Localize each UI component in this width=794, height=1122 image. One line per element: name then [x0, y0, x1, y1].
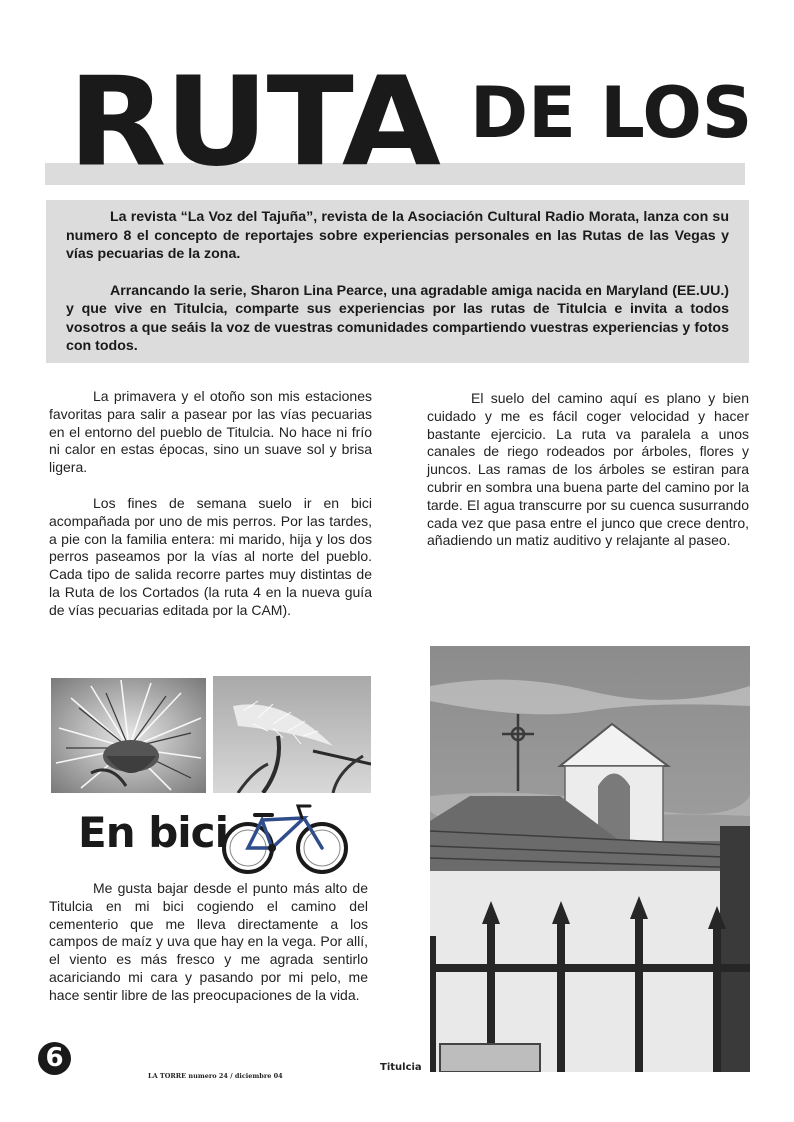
reeds-photo [213, 676, 371, 793]
thistle-photo [51, 678, 206, 793]
intro-paragraph: La revista “La Voz del Tajuña”, revista de la Asociación Cultural Radio Morata, lanza con su numero 8 el concepto de reportajes sobre experiencias personales en las Rutas de las Vegas y vías pecuarias de la zona. [66, 209, 729, 262]
page-title-continued: DE LOS [470, 72, 753, 154]
photo-caption: Titulcia [380, 1062, 422, 1073]
bicycle-icon [222, 800, 348, 876]
chapel-photo [430, 646, 750, 1072]
article-paragraph: Me gusta bajar desde el punto más alto de Titulcia en mi bici cogiendo el camino del cementerio que me lleva directamente a los campos de maíz y uva que hay en la vega. Por allí, el viento es más fresco y me agrada sentirlo acariciando mi cara y pasando por mi pelo, me hace sentir libre de las preocupaciones de la vida. [49, 880, 368, 1003]
intro-box [46, 200, 749, 363]
page-title: RUTA [68, 51, 439, 195]
section-heading-bici: En bici [78, 808, 228, 857]
reeds-image [213, 676, 371, 793]
thistle-image [51, 678, 206, 793]
article-column-bici [49, 880, 368, 1005]
article-paragraph: Los fines de semana suelo ir en bici acompañada por uno de mis perros. Por las tardes, a pie con la familia entera: mi marido, hija y los dos perros paseamos por la vías al norte del pueblo. Cada tipo de salida recorre partes muy distintas de la Ruta de los Cortados (la ruta 4 en la nueva guía de vías pecuarias editada por la CAM). [49, 494, 372, 618]
intro-paragraph: Arrancando la serie, Sharon Lina Pearce, una agradable amiga nacida en Maryland (EE.UU.) y que vive en Titulcia, comparte sus experiencias por las rutas de Titulcia e invita a todos vosotros a que seáis la voz de vuestras comunidades compartiendo vuestras experiencias y fotos con todos. [66, 282, 729, 354]
article-column-right [427, 390, 749, 550]
article-column-left [49, 388, 372, 620]
publication-footer: LA TORRE numero 24 / diciembre 04 [148, 1072, 283, 1080]
article-paragraph: La primavera y el otoño son mis estaciones favoritas para salir a pasear por las vías pecuarias en el entorno del pueblo de Titulcia. No hace ni frío ni calor en estas épocas, sino un suave sol y brisa ligera. [49, 388, 372, 476]
chapel-image [430, 646, 750, 1072]
page-number: 6 [38, 1042, 71, 1075]
article-paragraph: El suelo del camino aquí es plano y bien cuidado y me es fácil coger velocidad y hacer bastante ejercicio. La ruta va paralela a unos canales de riego rodeados por árboles, flores y juncos. Las ramas de los árboles se estiran para cubrir en sombra una buena parte del camino por la tarde. El agua transcurre por su cuenca susurrando cada vez que pasa entre el junco que crece dentro, añadiendo un matiz auditivo y relajante al paseo. [427, 390, 749, 549]
